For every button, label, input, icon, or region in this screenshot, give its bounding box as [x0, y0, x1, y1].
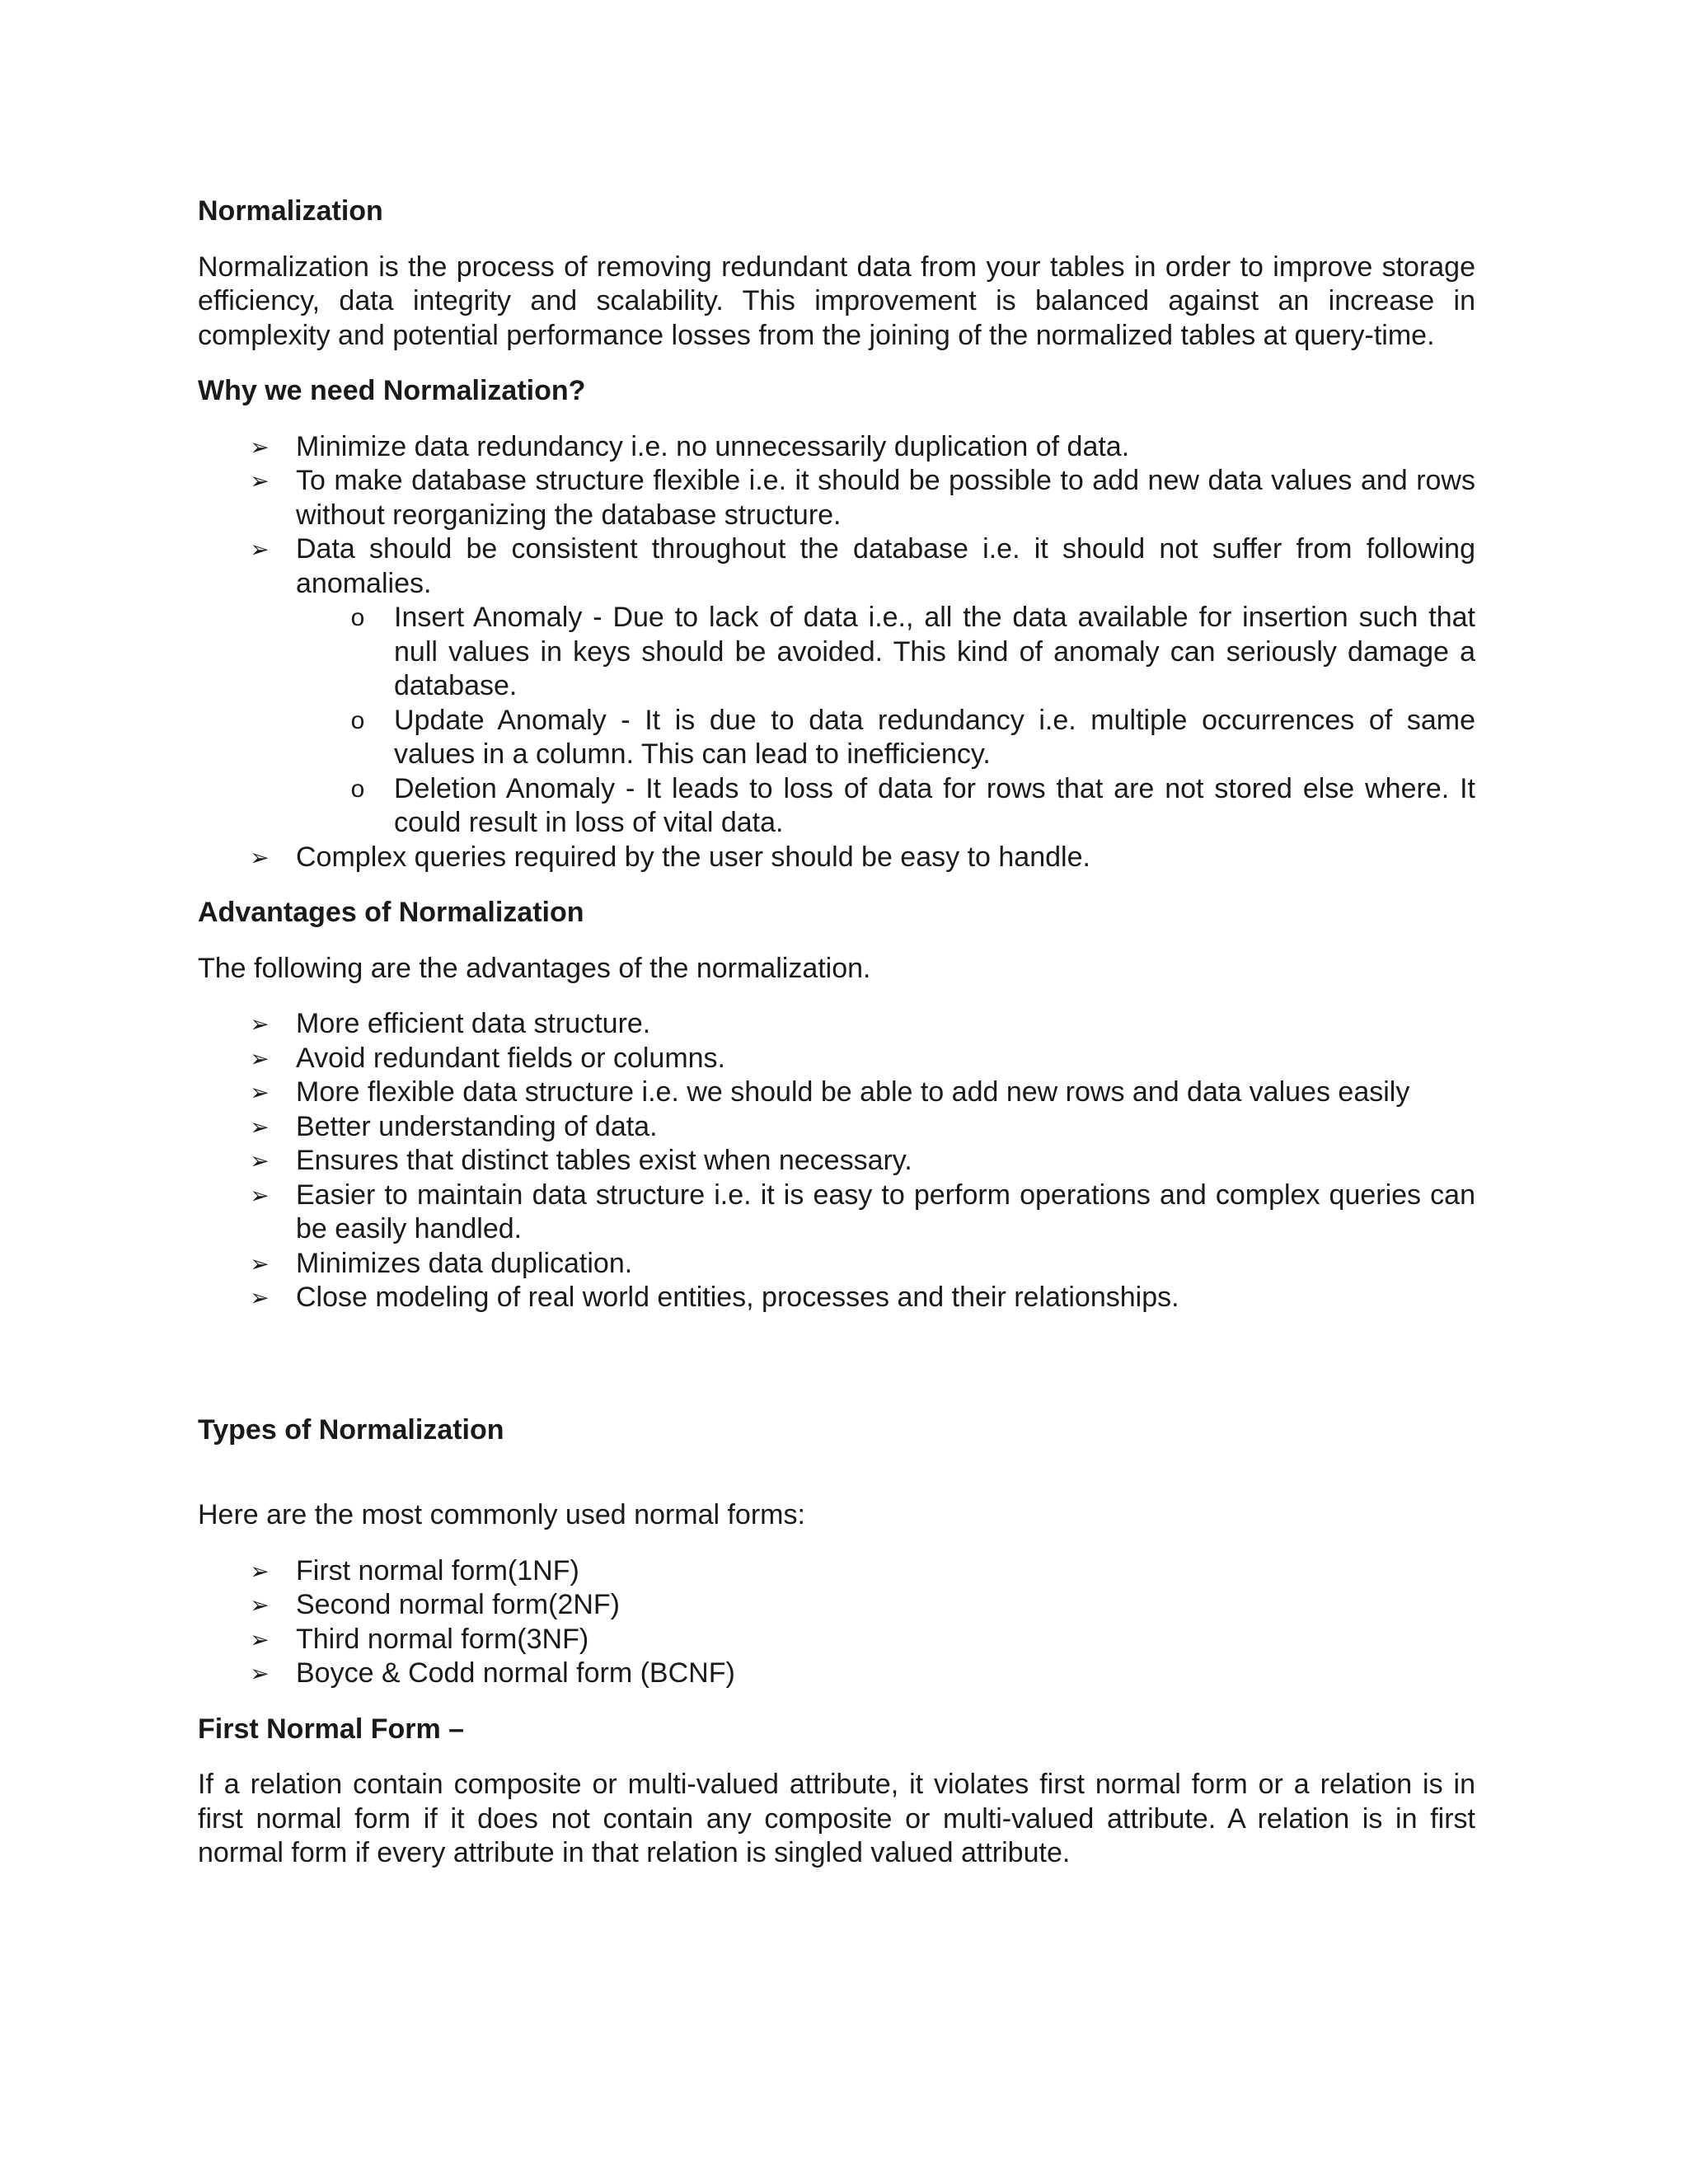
- list-item: [198, 464, 1475, 532]
- list-item-text: Complex queries required by the user should be easy to handle.: [296, 841, 1090, 873]
- document-body: [198, 194, 1475, 1871]
- list-item: [198, 1144, 1475, 1179]
- list-item: [198, 1247, 1475, 1282]
- list-item-text: Update Anomaly - It is due to data redundancy i.e. multiple occurrences of same values in a column. This can lead to inefficiency.: [394, 704, 1475, 770]
- arrow-bullet-icon: ➢: [250, 467, 270, 494]
- list-item: [198, 1281, 1475, 1315]
- list-item-text: Ensures that distinct tables exist when necessary.: [296, 1145, 912, 1176]
- list-item-text: Data should be consistent throughout the database i.e. it should not suffer from following anomalies.: [296, 533, 1475, 599]
- paragraph-first-normal-form: If a relation contain composite or multi-valued attribute, it violates first normal form or a relation is in first normal form if it does not contain any composite or multi-valued attribute. A relation is in first normal form if every attribute in that relation is singled valued attribute.: [198, 1769, 1475, 1868]
- list-item: [198, 430, 1475, 465]
- types-intro: Here are the most commonly used normal forms:: [198, 1499, 805, 1530]
- list-item-text: Second normal form(2NF): [296, 1589, 621, 1620]
- arrow-bullet-icon: ➢: [250, 1010, 270, 1038]
- list-item-text: To make database structure flexible i.e. it should be possible to add new data values and rows without reorganizing the database structure.: [296, 465, 1475, 531]
- list-item-text: Boyce & Codd normal form (BCNF): [296, 1657, 735, 1689]
- why-list: [198, 430, 1475, 875]
- list-item: [296, 601, 1475, 704]
- list-item-text: Minimize data redundancy i.e. no unnecessarily duplication of data.: [296, 430, 1130, 462]
- list-item: [198, 1179, 1475, 1247]
- arrow-bullet-icon: ➢: [250, 1181, 270, 1209]
- circle-bullet-icon: o: [350, 604, 365, 631]
- list-item-text: More flexible data structure i.e. we should be able to add new rows and data values easily: [296, 1076, 1410, 1108]
- list-item: [198, 841, 1475, 875]
- arrow-bullet-icon: ➢: [250, 1557, 270, 1585]
- arrow-bullet-icon: ➢: [250, 433, 270, 461]
- arrow-bullet-icon: ➢: [250, 1079, 270, 1106]
- list-item-text: Better understanding of data.: [296, 1110, 658, 1142]
- list-item: [198, 532, 1475, 841]
- list-item: [198, 1588, 1475, 1623]
- list-item-text: First normal form(1NF): [296, 1554, 579, 1586]
- arrow-bullet-icon: ➢: [250, 1044, 270, 1072]
- arrow-bullet-icon: ➢: [250, 1284, 270, 1311]
- list-item-text: Avoid redundant fields or columns.: [296, 1042, 726, 1074]
- arrow-bullet-icon: ➢: [250, 843, 270, 871]
- types-list: [198, 1554, 1475, 1691]
- list-item: [198, 1042, 1475, 1076]
- heading-first-normal-form: First Normal Form –: [198, 1713, 465, 1745]
- list-item: [296, 704, 1475, 772]
- advantages-intro: The following are the advantages of the normalization.: [198, 952, 871, 984]
- circle-bullet-icon: o: [350, 775, 365, 803]
- circle-bullet-icon: o: [350, 706, 365, 734]
- arrow-bullet-icon: ➢: [250, 1625, 270, 1653]
- heading-types: Types of Normalization: [198, 1413, 504, 1446]
- list-item-text: More efficient data structure.: [296, 1008, 651, 1039]
- list-item-text: Insert Anomaly - Due to lack of data i.e., all the data available for insertion such that null values in keys should be avoided. This kind of anomaly can seriously damage a database.: [394, 602, 1475, 701]
- list-item: [198, 1623, 1475, 1657]
- list-item: [198, 1076, 1475, 1110]
- anomalies-list: [296, 601, 1475, 841]
- list-item-text: Easier to maintain data structure i.e. it is easy to perform operations and complex queries can be easily handled.: [296, 1179, 1475, 1244]
- list-item-text: Close modeling of real world entities, processes and their relationships.: [296, 1282, 1179, 1313]
- arrow-bullet-icon: ➢: [250, 536, 270, 563]
- advantages-list: [198, 1007, 1475, 1315]
- heading-advantages: Advantages of Normalization: [198, 897, 584, 928]
- arrow-bullet-icon: ➢: [250, 1249, 270, 1277]
- heading-why-normalization: Why we need Normalization?: [198, 375, 586, 406]
- list-item: [198, 1007, 1475, 1042]
- list-item: [198, 1657, 1475, 1691]
- heading-normalization: Normalization: [198, 195, 383, 227]
- list-item: [198, 1110, 1475, 1145]
- list-item-text: Third normal form(3NF): [296, 1623, 589, 1655]
- list-item: [198, 1554, 1475, 1589]
- list-item-text: Deletion Anomaly - It leads to loss of data for rows that are not stored else where. It could result in loss of vital data.: [394, 772, 1475, 838]
- arrow-bullet-icon: ➢: [250, 1113, 270, 1141]
- paragraph-normalization: Normalization is the process of removing redundant data from your tables in order to improve storage efficiency, data integrity and scalability. This improvement is balanced against an increase in complexity and potential performance losses from the joining of the normalized tables at query-time.: [198, 251, 1475, 351]
- arrow-bullet-icon: ➢: [250, 1591, 270, 1619]
- arrow-bullet-icon: ➢: [250, 1147, 270, 1174]
- list-item-text: Minimizes data duplication.: [296, 1247, 633, 1279]
- arrow-bullet-icon: ➢: [250, 1660, 270, 1687]
- list-item: [296, 772, 1475, 841]
